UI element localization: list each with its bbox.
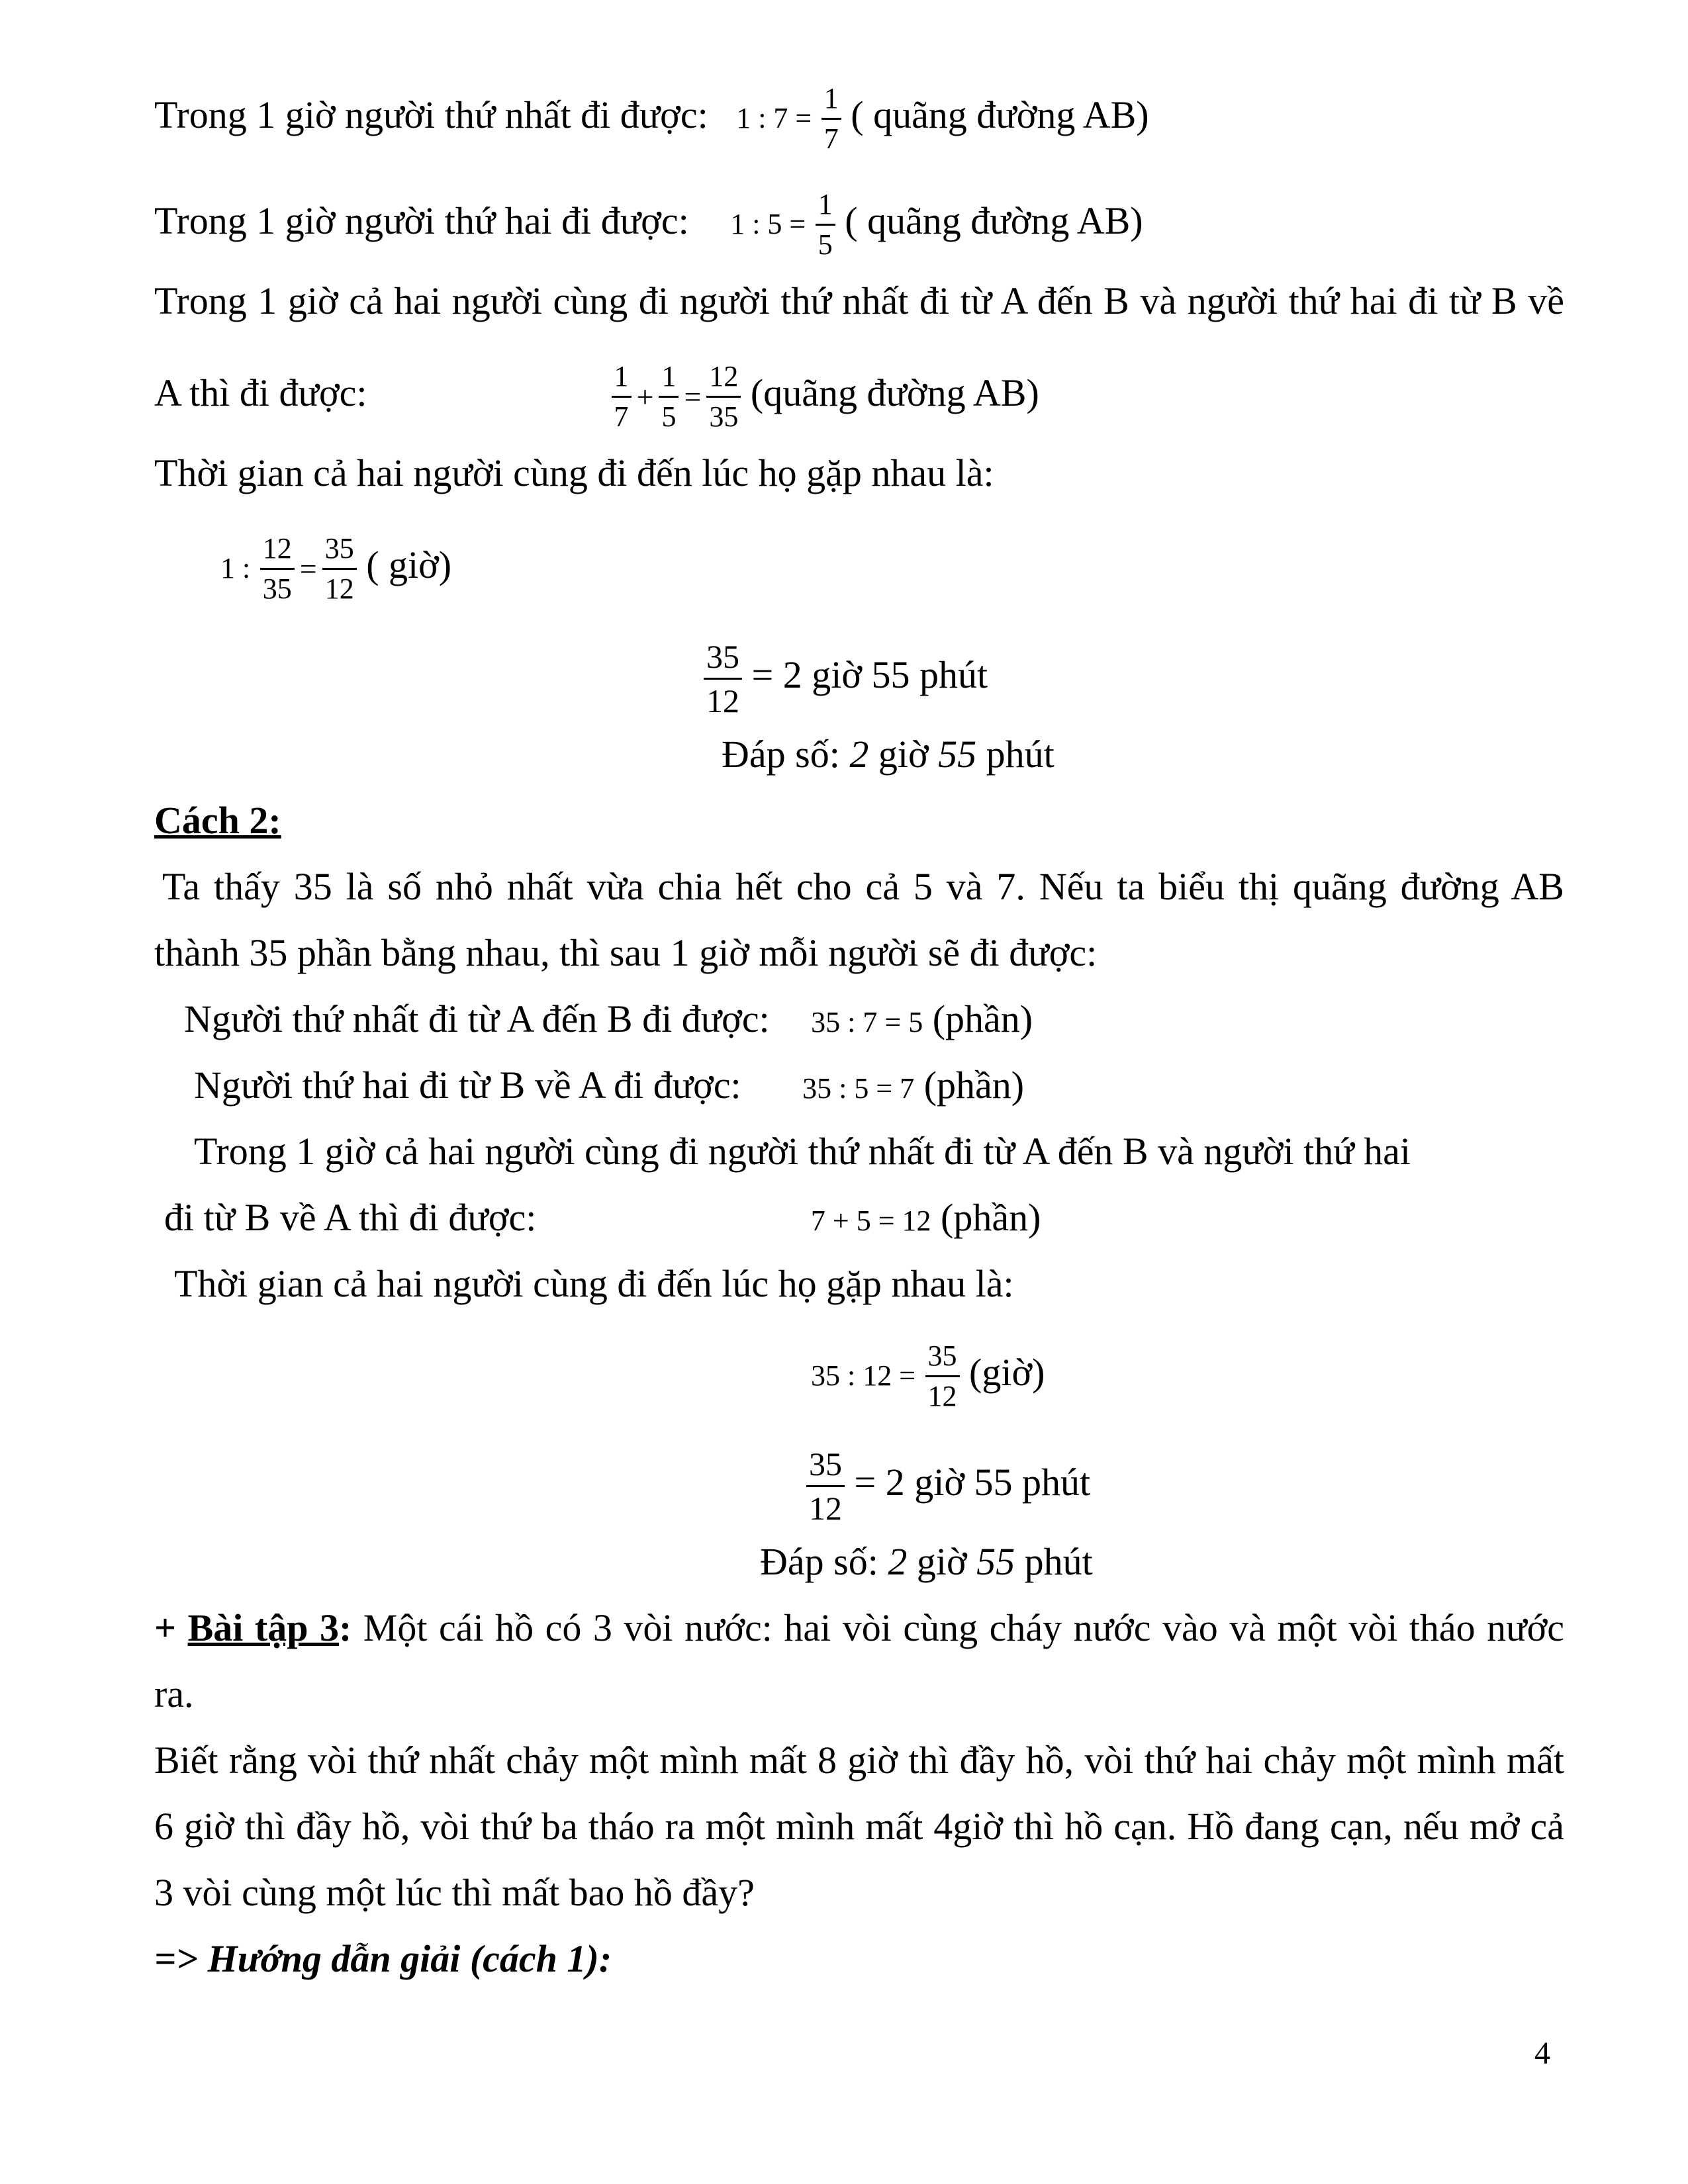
line-second-parts: Người thứ hai đi từ B về A đi được: 35 : 5 = 7 (phần) [194, 1064, 1025, 1107]
paragraph-line: 3 vòi cùng một lúc thì mất bao hồ đầy? [154, 1871, 755, 1914]
paragraph-line: Thời gian cả hai người cùng đi đến lúc họ gặp nhau là: [174, 1262, 1014, 1305]
line-time-result: $\frac{35}{12}$ = 2 giờ 55 phút [704, 635, 988, 722]
math-expression: 1 : 7 = [736, 101, 812, 134]
paragraph-line: Ta thấy 35 là số nhỏ nhất vừa chia hết cho cả 5 và 7. Nếu ta biểu thị quãng đường AB [162, 865, 1564, 908]
math-expression: 1 : 5 = [730, 207, 806, 240]
line-time-calc-2: 35 : 12 = $\frac{35}{12}$ (giờ) [811, 1337, 1045, 1416]
line-rate-first: Trong 1 giờ người thứ nhất đi được: 1 : 7 = $\frac{1}{7}$ ( quãng đường AB) [154, 79, 1149, 158]
answer-line: Đáp số: 2 giờ 55 phút [760, 1540, 1093, 1583]
fraction: $\frac{1}{7}$ [612, 357, 632, 436]
fraction: $\frac{35}{12}$ [322, 529, 357, 608]
line-sum-parts: đi từ B về A thì đi được: 7 + 5 = 12 (phần) [164, 1196, 1041, 1239]
paragraph-line: thành 35 phần bằng nhau, thì sau 1 giờ mỗi người sẽ đi được: [154, 931, 1098, 974]
line-combined-rate: A thì đi được: $\frac{1}{7}$ + $\frac{1}{5}$ = $\frac{12}{35}$ (quãng đường AB) [154, 357, 1039, 436]
section-heading: Cách 2: [154, 799, 281, 842]
fraction: $\frac{12}{35}$ [706, 357, 741, 436]
answer-line: Đáp số: 2 giờ 55 phút [722, 733, 1055, 776]
fraction: $\frac{35}{12}$ [704, 635, 742, 722]
paragraph-line: Biết rằng vòi thứ nhất chảy một mình mất 8 giờ thì đầy hồ, vòi thứ hai chảy một mình mất [154, 1739, 1564, 1782]
fraction: $\frac{1}{5}$ [659, 357, 679, 436]
fraction: $\frac{12}{35}$ [260, 529, 295, 608]
fraction: $\frac{1}{5}$ [816, 185, 835, 264]
fraction: $\frac{1}{7}$ [821, 79, 841, 158]
page-number: 4 [1534, 2036, 1550, 2071]
paragraph-line: ra. [154, 1672, 194, 1715]
line-first-parts: Người thứ nhất đi từ A đến B đi được: 35 : 7 = 5 (phần) [184, 997, 1033, 1040]
fraction: $\frac{35}{12}$ [925, 1337, 960, 1416]
exercise-3-title: + Bài tập 3: Một cái hồ có 3 vòi nước: hai vòi cùng cháy nước vào và một vòi tháo nước [154, 1606, 1565, 1649]
paragraph-line: Trong 1 giờ cả hai người cùng đi người thứ nhất đi từ A đến B và người thứ hai đi từ B về [154, 279, 1564, 322]
line-rate-second: Trong 1 giờ người thứ hai đi được: 1 : 5 = $\frac{1}{5}$ ( quãng đường AB) [154, 185, 1143, 264]
paragraph-line: Thời gian cả hai người cùng đi đến lúc họ gặp nhau là: [154, 451, 994, 494]
fraction: $\frac{35}{12}$ [806, 1443, 845, 1529]
paragraph-line: Trong 1 giờ cả hai người cùng đi người thứ nhất đi từ A đến B và người thứ hai [194, 1130, 1411, 1173]
paragraph-line: 6 giờ thì đầy hồ, vòi thứ ba tháo ra một mình mất 4giờ thì hồ cạn. Hồ đang cạn, nếu mở cả [154, 1805, 1564, 1848]
guide-heading: => Hướng dẫn giải (cách 1): [154, 1937, 612, 1980]
line-time-result-2: $\frac{35}{12}$ = 2 giờ 55 phút [806, 1443, 1090, 1529]
line-time-calc: 1 : $\frac{12}{35}$ = $\frac{35}{12}$ ( giờ) [220, 529, 451, 608]
